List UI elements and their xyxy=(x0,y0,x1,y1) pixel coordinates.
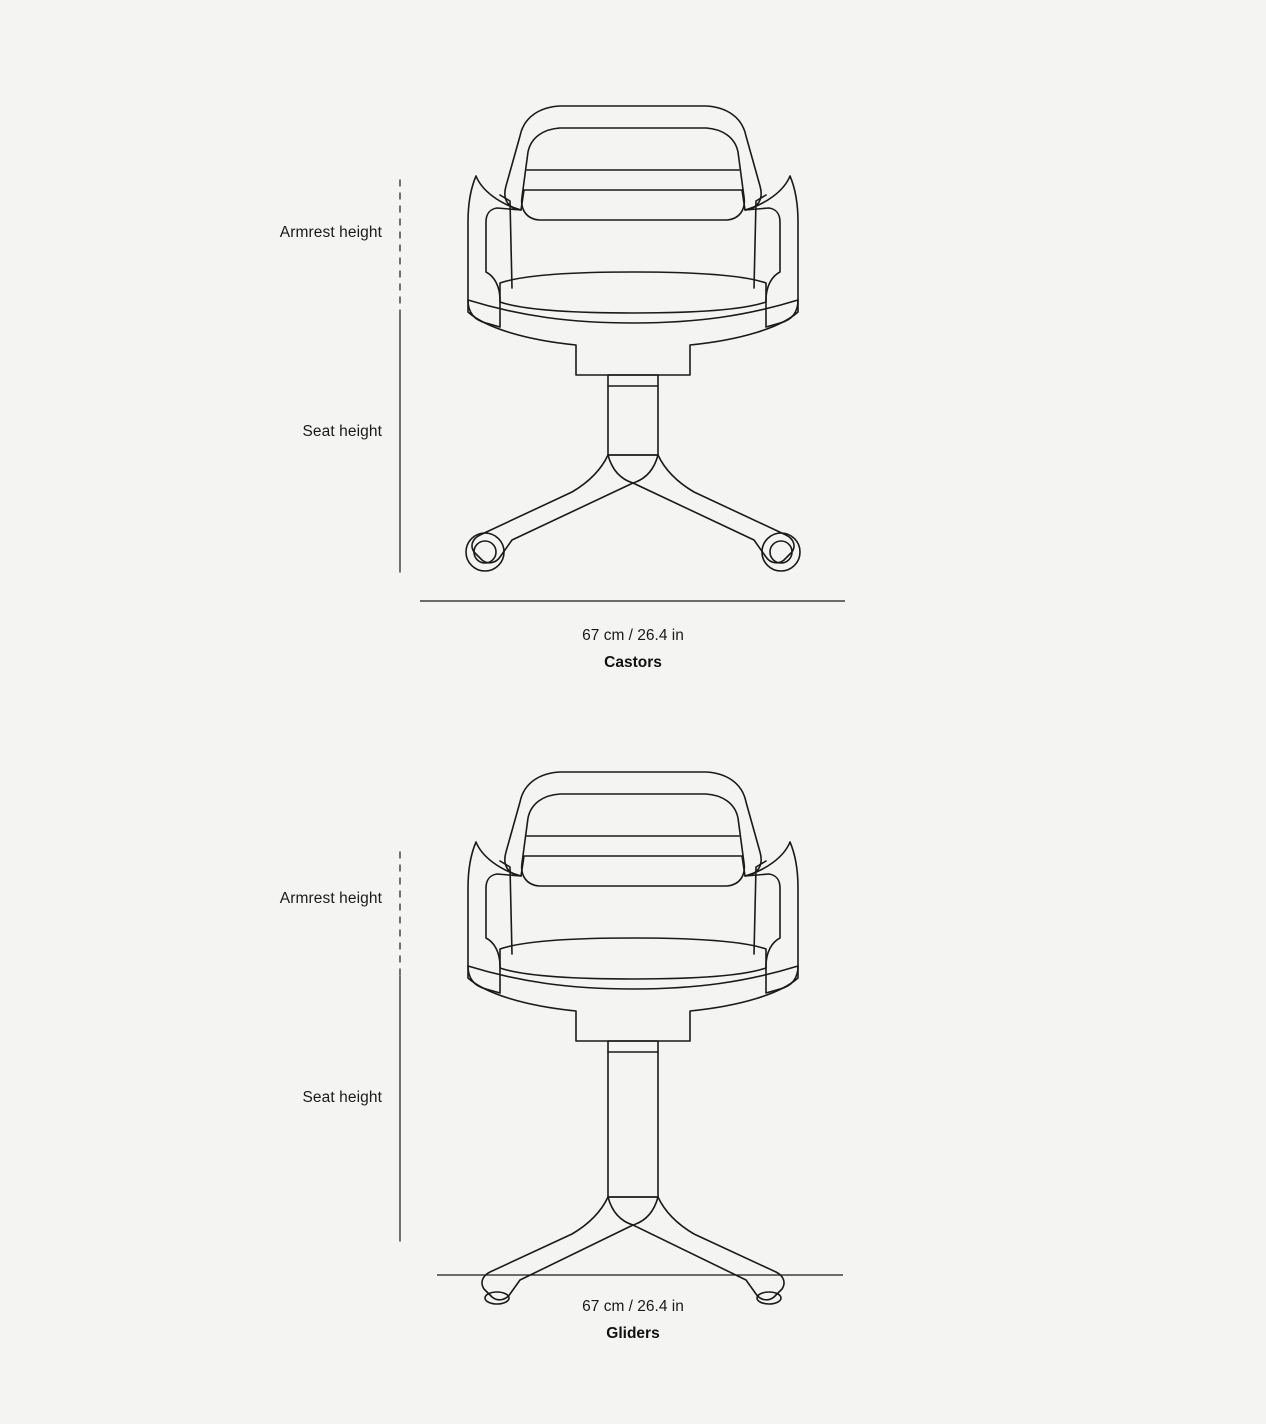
chair-dimension-diagram-gliders xyxy=(0,700,1266,1400)
backrest-outer xyxy=(505,106,761,210)
seat-underframe xyxy=(468,966,798,1041)
right-arm-frame xyxy=(745,842,798,993)
base-hub-detail xyxy=(608,1197,658,1225)
backrest-cushion xyxy=(522,794,745,886)
armrest-height-label: Armrest height xyxy=(279,890,382,907)
left-arm-frame xyxy=(468,842,521,993)
seat-height-label: Seat height xyxy=(302,423,382,440)
seat-underframe xyxy=(468,300,798,375)
variant-name-caption: Castors xyxy=(604,654,662,671)
chair-dimension-diagram-castors xyxy=(0,0,1266,700)
base-hub-detail xyxy=(608,455,658,483)
seat-cushion xyxy=(500,938,766,979)
left-castor-outer xyxy=(466,533,504,571)
star-base xyxy=(482,1197,784,1300)
left-arm-frame xyxy=(468,176,521,327)
width-dimension-caption: 67 cm / 26.4 in xyxy=(582,627,684,644)
armrest-height-label: Armrest height xyxy=(279,224,382,241)
right-castor-outer xyxy=(762,533,800,571)
right-arm-frame xyxy=(745,176,798,327)
chair-front-view-castors-drawing xyxy=(0,0,1266,700)
column xyxy=(608,375,658,455)
seat-height-label: Seat height xyxy=(302,1089,382,1106)
width-dimension-caption: 67 cm / 26.4 in xyxy=(582,1298,684,1315)
seat-cushion xyxy=(500,272,766,313)
variant-name-caption: Gliders xyxy=(606,1325,660,1342)
backrest-outer xyxy=(505,772,761,876)
column xyxy=(608,1041,658,1197)
left-castor-inner xyxy=(474,541,496,563)
backrest-cushion xyxy=(522,128,745,220)
star-base xyxy=(472,455,794,563)
right-castor-inner xyxy=(770,541,792,563)
chair-front-view-gliders-drawing xyxy=(0,700,1266,1400)
